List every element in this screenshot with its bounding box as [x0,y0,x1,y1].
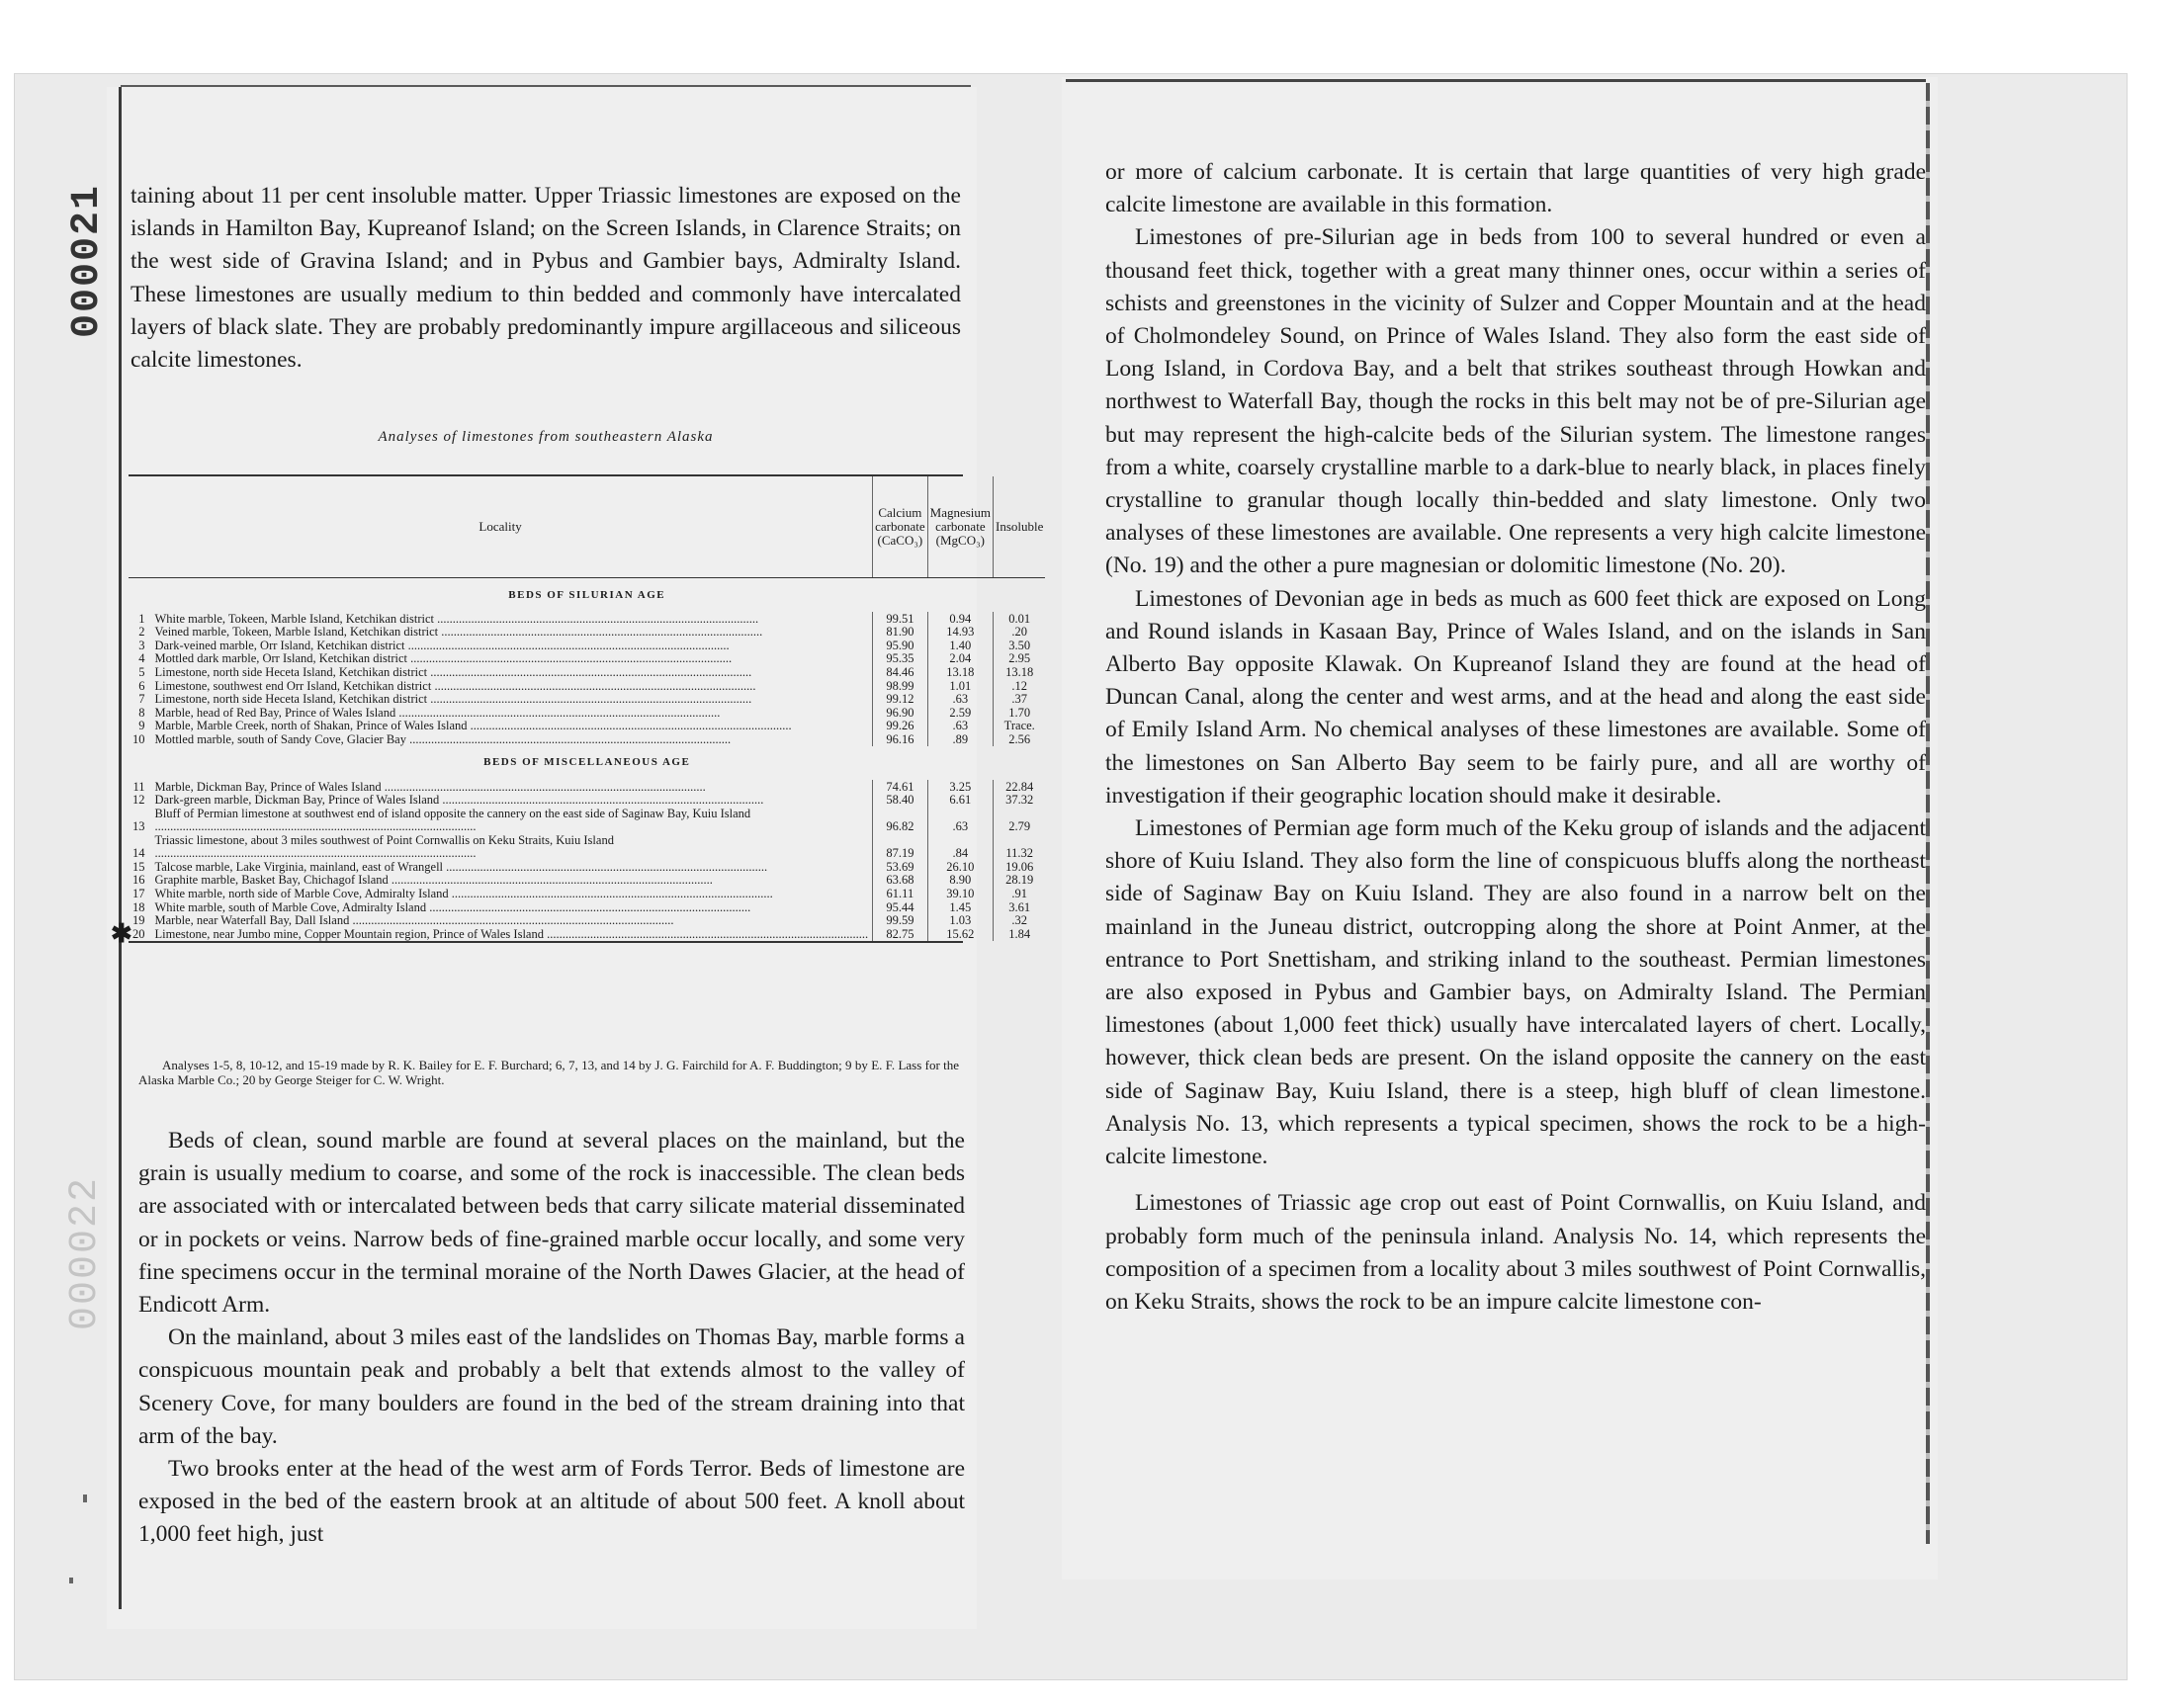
calcium-cell: 87.19 [873,833,928,860]
locality-text: Marble, Dickman Bay, Prince of Wales Island ..... [155,780,706,794]
section-title: BEDS OF MISCELLANEOUS AGE [483,756,691,769]
magnesium-cell: .63 [927,720,993,733]
insoluble-cell: 0.01 [994,612,1046,626]
paragraph: taining about 11 per cent insoluble matter. Upper Triassic limestones are exposed on the islands in Hamilton Bay, Kupreanof Island; on the Screen Islands, in Clarence Straits; on the west side of Gravina Island; and in Pybus and Gambier bays, Admiralty Island. These limestones are usually medium to thin bedded and commonly have intercalated layers of black slate. They are probably predominantly impure argillaceous and siliceous calcite limestones. [130,183,961,374]
paragraph: Beds of clean, sound marble are found at several places on the mainland, but the grain is usually medium to coarse, and some of the rock is inaccessible. The clean beds are associated with or intercalated between beds that carry silicate material disseminated or in pockets or veins. Narrow beds of fine-grained marble occur locally, and some very fine specimens occur in the terminal moraine of the North Dawes Glacier, at the head of Endicott Arm. [138,1128,965,1319]
table-row [129,652,1045,666]
locality-cell [151,927,873,941]
table-row [129,874,1045,888]
locality-cell [151,706,873,720]
header-calcium: Calcium carbonate (CaCO₃) [873,476,928,578]
locality-text: Talcose marble, Lake Virginia, mainland, east of Wrangell ..... [155,860,768,874]
insoluble-cell: .32 [994,914,1046,928]
magnesium-cell: 15.62 [927,927,993,941]
locality-text: Marble, near Waterfall Bay, Dall Island ..... [155,914,674,928]
table-row [129,887,1045,900]
insoluble-cell: 2.56 [994,732,1046,746]
left-bottom-column [138,1125,965,1552]
magnesium-cell: 13.18 [927,665,993,679]
table-row [129,626,1045,640]
locality-cell [151,833,873,860]
row-number: 15 [132,859,145,874]
locality-text: Limestone, southwest end Orr Island, Ketchikan district ..... [155,679,756,693]
locality-cell [151,914,873,928]
insoluble-cell: 11.32 [994,833,1046,860]
locality-text: Dark-veined marble, Orr Island, Ketchikan district ..... [155,639,730,652]
row-number: 11 [132,779,145,794]
row-number: 1 [138,611,145,626]
insoluble-cell: 22.84 [994,780,1046,794]
table-section-heading [129,578,1045,613]
insoluble-cell: 3.50 [994,639,1046,652]
locality-text: Limestone, north side Heceta Island, Ketchikan district ..... [155,665,752,679]
locality-text: Limestone, near Jumbo mine, Copper Mountain region, Prince of Wales Island ..... [155,927,869,941]
table-row [129,639,1045,652]
insoluble-cell: 13.18 [994,665,1046,679]
archive-stamp-faint: 000022 [63,1176,108,1331]
limestone-analyses-table [129,474,1044,943]
table-row [129,665,1045,679]
right-column [1105,156,1926,1319]
calcium-cell: 95.44 [873,900,928,914]
calcium-cell: 95.90 [873,639,928,652]
table-row [129,860,1045,874]
locality-text: Mottled dark marble, Orr Island, Ketchikan district ..... [155,652,733,666]
calcium-cell: 99.26 [873,720,928,733]
row-number: 8 [138,705,145,720]
calcium-cell: 96.16 [873,732,928,746]
row-number: 14 [132,846,145,861]
locality-cell [151,794,873,808]
scan-speck [83,1494,87,1502]
magnesium-cell: 1.45 [927,900,993,914]
locality-cell [151,860,873,874]
paragraph: Limestones of Devonian age in beds as much as 600 feet thick are exposed on Long and Round islands in Kasaan Bay, Prince of Wales Island, and on the islands in San Alberto Bay opposite Klawak. On Kupreanof Island they are found at the head of Duncan Canal, along the center and west arms, and at the head and along the east side of Emily Island Arm. No chemical analyses of these limestones are available. Some of the limestones on San Alberto Bay seem to be fairly pure, and all are worthy of investigation if their geographic location should make it desirable. [1105,585,1926,809]
row-number: 10 [132,731,145,746]
header-locality: Locality [129,476,873,578]
locality-text: Dark-green marble, Dickman Bay, Prince of Wales Island ..... [155,794,764,808]
right-edge-rule [1926,83,1930,1544]
left-top-paragraph [130,180,961,377]
insoluble-cell: 1.84 [994,927,1046,941]
calcium-cell: 96.90 [873,706,928,720]
locality-text: White marble, south of Marble Cove, Admiralty Island ..... [155,900,751,914]
locality-cell [151,720,873,733]
row-number: 12 [132,793,145,808]
table-row [129,807,1045,833]
magnesium-cell: 3.25 [927,780,993,794]
magnesium-cell: 0.94 [927,612,993,626]
locality-cell [151,626,873,640]
table-row [129,706,1045,720]
calcium-cell: 99.12 [873,693,928,707]
table-title: Analyses of limestones from southeastern Alaska [378,429,714,445]
row-number: 7 [138,692,145,707]
row-number: 4 [138,651,145,666]
calcium-cell: 58.40 [873,794,928,808]
header-insoluble: Insoluble [994,476,1046,578]
table-row [129,732,1045,746]
table-row [129,833,1045,860]
magnesium-cell: .84 [927,833,993,860]
left-top-rule [121,85,971,87]
calcium-cell: 63.68 [873,874,928,888]
calcium-cell: 53.69 [873,860,928,874]
locality-cell [151,874,873,888]
insoluble-cell: 28.19 [994,874,1046,888]
insoluble-cell: 1.70 [994,706,1046,720]
insoluble-cell: .91 [994,887,1046,900]
locality-cell [151,679,873,693]
table-row [129,794,1045,808]
magnesium-cell: .89 [927,732,993,746]
magnesium-cell: .63 [927,693,993,707]
calcium-cell: 74.61 [873,780,928,794]
magnesium-cell: 8.90 [927,874,993,888]
calcium-cell: 96.82 [873,807,928,833]
table-row [129,612,1045,626]
table-row [129,780,1045,794]
locality-cell [151,665,873,679]
magnesium-cell: 1.40 [927,639,993,652]
table-row [129,927,1045,941]
locality-cell [151,807,873,833]
scan-speck [69,1578,73,1583]
calcium-cell: 82.75 [873,927,928,941]
magnesium-cell: 2.59 [927,706,993,720]
locality-text: Limestone, north side Heceta Island, Ketchikan district ..... [155,693,752,707]
magnesium-cell: .63 [927,807,993,833]
magnesium-cell: 26.10 [927,860,993,874]
row-number: 3 [138,638,145,652]
insoluble-cell: .20 [994,626,1046,640]
insoluble-cell: 19.06 [994,860,1046,874]
insoluble-cell: 2.95 [994,652,1046,666]
locality-cell [151,612,873,626]
paragraph: Limestones of Triassic age crop out east of Point Cornwallis, on Kuiu Island, and probably form much of the peninsula inland. Analysis No. 14, which represents the composition of a specimen from a locality about 3 miles southwest of Point Cornwallis, on Keku Straits, shows the rock to be an impure calcite limestone con- [1105,1190,1926,1315]
locality-text: Triassic limestone, about 3 miles southwest of Point Cornwallis on Keku Straits, Kuiu Island ..... [155,833,614,860]
paragraph: or more of calcium carbonate. It is certain that large quantities of very high grade calcite limestone are available in this formation. [1105,159,1926,218]
locality-cell [151,780,873,794]
row-number: 5 [138,664,145,679]
right-top-rule [1066,79,1926,82]
locality-cell [151,887,873,900]
locality-text: Marble, head of Red Bay, Prince of Wales Island ..... [155,706,721,720]
table-row [129,900,1045,914]
section-title: BEDS OF SILURIAN AGE [508,588,666,601]
row-number: 18 [132,899,145,914]
locality-text: Graphite marble, Basket Bay, Chichagof Island ..... [155,874,713,888]
locality-text: Marble, Marble Creek, north of Shakan, Prince of Wales Island ..... [155,720,792,733]
row-number: 13 [132,819,145,834]
row-number: 20 [132,926,145,941]
table-section-heading [129,746,1045,780]
table-row [129,693,1045,707]
table-row [129,679,1045,693]
magnesium-cell: 6.61 [927,794,993,808]
insoluble-cell: Trace. [994,720,1046,733]
locality-cell [151,693,873,707]
row-number: 17 [132,886,145,900]
left-margin-rule [119,87,122,1609]
insoluble-cell: 2.79 [994,807,1046,833]
row-number: 2 [138,625,145,640]
table-footnote: Analyses 1-5, 8, 10-12, and 15-19 made by R. K. Bailey for E. F. Burchard; 6, 7, 13, and 14 by J. G. Fairchild for A. F. Buddington; 9 by E. F. Lass for the Alaska Marble Co.; 20 by George Steiger for C. W. Wright. [138,1058,959,1087]
insoluble-cell: .37 [994,693,1046,707]
locality-cell [151,732,873,746]
calcium-cell: 84.46 [873,665,928,679]
magnesium-cell: 2.04 [927,652,993,666]
calcium-cell: 81.90 [873,626,928,640]
row-number: 16 [132,873,145,888]
paragraph: Limestones of pre-Silurian age in beds from 100 to several hundred or even a thousand feet thick, together with a great many thinner ones, occur within a series of schists and greenstones in the vicinity of Sulzer and Copper Mountain and at the head of Cholmondeley Sound, on Prince of Wales Island. They also form the east side of Long Island, in Cordova Bay, and a belt that strikes southeast through Howkan and northwest to Waterfall Bay, though the rocks in this belt may not be of pre-Silurian age but may represent the high-calcite beds of the Silurian system. The limestone ranges from a white, coarsely crystalline marble to a dark-blue to nearly black, in places finely crystalline to granular though locally thin-bedded and slaty limestone. Only two analyses of these limestones are available. One represents a very high calcite limestone (No. 19) and the other a pure magnesian or dolomitic limestone (No. 20). [1105,224,1926,579]
locality-text: Bluff of Permian limestone at southwest end of island opposite the cannery on the east side of Saginaw Bay, Kuiu Island ..... [155,807,751,833]
locality-text: Veined marble, Tokeen, Marble Island, Ketchikan district ..... [155,626,763,640]
locality-text: White marble, north side of Marble Cove, Admiralty Island ..... [155,887,773,900]
table-row [129,720,1045,733]
paragraph: Limestones of Permian age form much of the Keku group of islands and the adjacent shore of Kuiu Island. They also form the line of conspicuous bluffs along the northeast side of Saginaw Bay on Kuiu Island. They are also found in a narrow belt on the mainland in the Juneau district, outcropping along the shore at Point Anmer, at the entrance to Port Snettisham, and striking inland to the southeast. Permian limestones are also exposed in Pybus and Gambier bays, on Admiralty Island. The Permian limestones (about 1,000 feet thick) usually have intercalated layers of chert. Locally, however, thick clean beds are present. On the island opposite the cannery on the east side of Saginaw Bay, Kuiu Island, there is a steep, high bluff of clean limestone. Analysis No. 13, which represents a typical specimen, shows the rock to be a high-calcite limestone. [1105,815,1926,1170]
table-row [129,914,1045,928]
paragraph: Two brooks enter at the head of the west arm of Fords Terror. Beds of limestone are exposed in the bed of the eastern brook at an altitude of about 500 feet. A knoll about 1,000 feet high, just [138,1456,965,1548]
insoluble-cell: .12 [994,679,1046,693]
magnesium-cell: 14.93 [927,626,993,640]
locality-cell [151,900,873,914]
locality-cell [151,639,873,652]
calcium-cell: 61.11 [873,887,928,900]
insoluble-cell: 3.61 [994,900,1046,914]
margin-mark: ✱ [111,919,132,948]
paragraph: On the mainland, about 3 miles east of the landslides on Thomas Bay, marble forms a conspicuous mountain peak and probably a belt that extends almost to the valley of Scenery Cove, for many boulders are found in the bed of the stream draining into that arm of the bay. [138,1324,965,1449]
locality-cell [151,652,873,666]
calcium-cell: 98.99 [873,679,928,693]
row-number: 6 [138,678,145,693]
calcium-cell: 95.35 [873,652,928,666]
archive-stamp: 000021 [65,184,110,339]
insoluble-cell: 37.32 [994,794,1046,808]
locality-text: White marble, Tokeen, Marble Island, Ketchikan district ..... [155,612,759,626]
locality-text: Mottled marble, south of Sandy Cove, Glacier Bay ..... [155,732,732,746]
magnesium-cell: 1.03 [927,914,993,928]
calcium-cell: 99.59 [873,914,928,928]
calcium-cell: 99.51 [873,612,928,626]
table-body [129,578,1045,941]
magnesium-cell: 39.10 [927,887,993,900]
header-magnesium: Magnesium carbonate (MgCO₃) [927,476,993,578]
magnesium-cell: 1.01 [927,679,993,693]
row-number: 9 [138,719,145,733]
row-number: 19 [132,913,145,928]
